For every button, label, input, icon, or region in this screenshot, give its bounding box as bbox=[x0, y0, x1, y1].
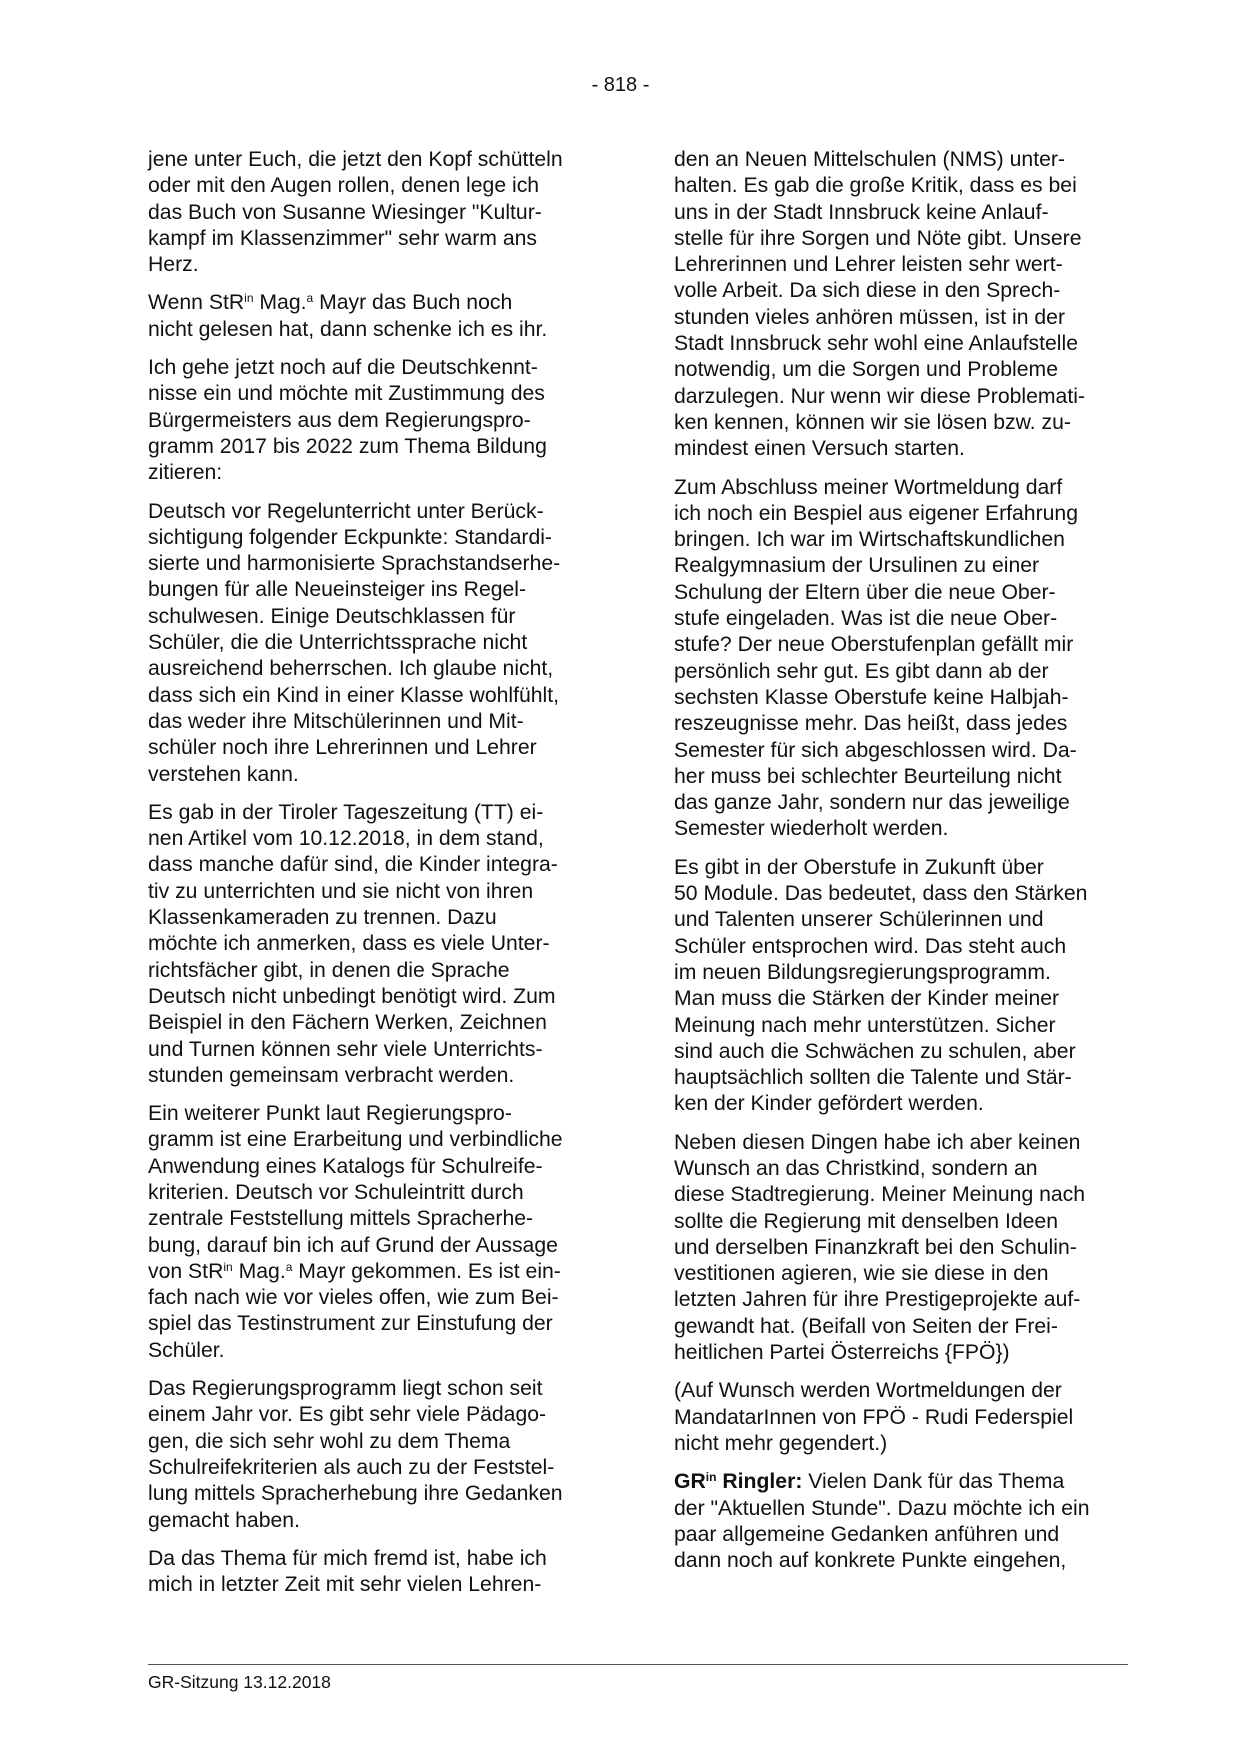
text-line: uns in der Stadt Innsbruck keine Anlauf- bbox=[674, 200, 1049, 224]
text-line: ausreichend beherrschen. Ich glaube nicht, bbox=[148, 657, 554, 681]
text-line: sechsten Klasse Oberstufe keine Halbjah- bbox=[674, 685, 1069, 709]
text-line: Schulreifekriterien als auch zu der Feststel- bbox=[148, 1455, 555, 1479]
text-line: zentrale Feststellung mittels Spracherhe- bbox=[148, 1207, 534, 1231]
text-line: Da das Thema für mich fremd ist, habe ich bbox=[148, 1546, 547, 1570]
left-column bbox=[148, 147, 600, 1610]
text-line: Lehrerinnen und Lehrer leisten sehr wert- bbox=[674, 253, 1063, 277]
text-line: Schulung der Eltern über die neue Ober- bbox=[674, 580, 1056, 604]
paragraph bbox=[148, 1376, 600, 1534]
footer-session-date: GR-Sitzung 13.12.2018 bbox=[148, 1672, 331, 1692]
text-line: lung mittels Spracherhebung ihre Gedanken bbox=[148, 1482, 563, 1506]
text-line: das Buch von Susanne Wiesinger "Kultur- bbox=[148, 200, 542, 224]
text-line: sichtigung folgender Eckpunkte: Standardi- bbox=[148, 525, 552, 549]
paragraph-note bbox=[674, 1378, 1126, 1457]
text-line: kriterien. Deutsch vor Schuleintritt durch bbox=[148, 1180, 524, 1204]
text-line: stelle für ihre Sorgen und Nöte gibt. Unsere bbox=[674, 226, 1082, 250]
text-line: dann noch auf konkrete Punkte eingehen, bbox=[674, 1549, 1067, 1573]
text-line: Herz. bbox=[148, 253, 199, 277]
text-line: Stadt Innsbruck sehr wohl eine Anlaufstelle bbox=[674, 332, 1078, 356]
text-line: einem Jahr vor. Es gibt sehr viele Pädago- bbox=[148, 1403, 547, 1427]
text-line: verstehen kann. bbox=[148, 762, 299, 786]
paragraph bbox=[674, 855, 1126, 1118]
text-line: dass manche dafür sind, die Kinder integra- bbox=[148, 853, 558, 877]
text-line: und derselben Finanzkraft bei den Schulin- bbox=[674, 1235, 1077, 1259]
text-line: notwendig, um die Sorgen und Probleme bbox=[674, 358, 1058, 382]
text-line: Schüler. bbox=[148, 1338, 225, 1362]
text-line: volle Arbeit. Da sich diese in den Sprech- bbox=[674, 279, 1061, 303]
text-line: ken kennen, können wir sie lösen bzw. zu- bbox=[674, 410, 1071, 434]
text-line: (Auf Wunsch werden Wortmeldungen der bbox=[674, 1379, 1062, 1403]
text-line: MandatarInnen von FPÖ - Rudi Federspiel bbox=[674, 1405, 1074, 1429]
text-line: gemacht haben. bbox=[148, 1508, 300, 1532]
text-line: letzten Jahren für ihre Prestigeprojekte auf- bbox=[674, 1288, 1081, 1312]
text-line: sind auch die Schwächen zu schulen, aber bbox=[674, 1039, 1076, 1063]
text-line: gen, die sich sehr wohl zu dem Thema bbox=[148, 1429, 511, 1453]
text-line: im neuen Bildungsregierungsprogramm. bbox=[674, 960, 1051, 984]
text-line: den an Neuen Mittelschulen (NMS) unter- bbox=[674, 148, 1065, 171]
paragraph-schulreife: Ein weiterer Punkt laut Regierungspro- gramm ist eine Erarbeitung und verbindliche Anwendung eines Katalogs für Schulreife- kriterien. Deutsch vor Schuleintritt durch zentrale Feststellung mittels Spracherhe- bung, darauf bin ich auf Grund der Aussage von StR$^{in}$ Mag.$^a$ Mayr gekommen. Es ist ein- fach nach wie vor vieles offen, wie zum Bei- spiel das Testinstrument zur Einstufung der Schüler. bbox=[148, 1102, 563, 1362]
text-line: her muss bei schlechter Beurteilung nicht bbox=[674, 764, 1062, 788]
text-line: Neben diesen Dingen habe ich aber keinen bbox=[674, 1130, 1081, 1154]
text-line: Realgymnasium der Ursulinen zu einer bbox=[674, 554, 1040, 578]
text-line: nicht mehr gegendert.) bbox=[674, 1431, 888, 1455]
text-line: stufe eingeladen. Was ist die neue Ober- bbox=[674, 607, 1058, 631]
text-line: bringen. Ich war im Wirtschaftskundlichen bbox=[674, 528, 1065, 552]
text-line: nen Artikel vom 10.12.2018, in dem stand, bbox=[148, 827, 544, 851]
text-line: das weder ihre Mitschülerinnen und Mit- bbox=[148, 709, 524, 733]
text-line: Deutsch vor Regelunterricht unter Berück- bbox=[148, 499, 544, 523]
text-line: vestitionen agieren, wie sie diese in den bbox=[674, 1262, 1049, 1286]
text-line: Klassenkameraden zu trennen. Dazu bbox=[148, 906, 497, 930]
text-line: darzulegen. Nur wenn wir diese Problemati- bbox=[674, 384, 1085, 408]
text-line: Das Regierungsprogramm liegt schon seit bbox=[148, 1377, 543, 1401]
text-line: stunden vieles anhören müssen, ist in der bbox=[674, 305, 1066, 329]
text-line: Deutsch nicht unbedingt benötigt wird. Zum bbox=[148, 984, 556, 1008]
text-line: tiv zu unterrichten und sie nicht von ihren bbox=[148, 879, 534, 903]
text-line: Semester für sich abgeschlossen wird. Da- bbox=[674, 738, 1077, 762]
text-line: Meinung nach mehr unterstützen. Sicher bbox=[674, 1013, 1056, 1037]
footer-divider bbox=[148, 1664, 1128, 1665]
text-line: heitlichen Partei Österreichs {FPÖ}) bbox=[674, 1341, 1010, 1365]
text-line: und Turnen können sehr viele Unterrichts- bbox=[148, 1037, 543, 1061]
text-line: ich noch ein Bespiel aus eigener Erfahrung bbox=[674, 501, 1079, 525]
text-line: Beispiel in den Fächern Werken, Zeichnen bbox=[148, 1011, 547, 1035]
paragraph bbox=[148, 147, 600, 278]
text-line: mindest einen Versuch starten. bbox=[674, 437, 965, 461]
text-line: stunden gemeinsam verbracht werden. bbox=[148, 1063, 515, 1087]
text-line: mich in letzter Zeit mit sehr vielen Lehren- bbox=[148, 1573, 542, 1597]
text-line: Ich gehe jetzt noch auf die Deutschkennt- bbox=[148, 356, 538, 380]
text-line: sollte die Regierung mit denselben Ideen bbox=[674, 1209, 1058, 1233]
text-line: Zum Abschluss meiner Wortmeldung darf bbox=[674, 475, 1063, 499]
text-line: Wunsch an das Christkind, sondern an bbox=[674, 1156, 1038, 1180]
paragraph bbox=[674, 147, 1126, 463]
text-line: und Talenten unserer Schülerinnen und bbox=[674, 908, 1044, 932]
text-line: zitieren: bbox=[148, 461, 223, 485]
paragraph bbox=[148, 355, 600, 486]
text-line: Ein weiterer Punkt laut Regierungspro- bbox=[148, 1102, 512, 1126]
text-line: richtsfächer gibt, in denen die Sprache bbox=[148, 958, 510, 982]
text-line: 50 Module. Das bedeutet, dass den Stärken bbox=[674, 882, 1088, 906]
paragraph bbox=[148, 1546, 600, 1599]
text-line: Schüler entsprochen wird. Das steht auch bbox=[674, 934, 1067, 958]
text-line: Es gibt in der Oberstufe in Zukunft über bbox=[674, 855, 1044, 879]
text-line: ken der Kinder gefördert werden. bbox=[674, 1092, 984, 1116]
text-line: Bürgermeisters aus dem Regierungspro- bbox=[148, 408, 531, 432]
text-line: Anwendung eines Katalogs für Schulreife- bbox=[148, 1154, 543, 1178]
text-line: der "Aktuellen Stunde". Dazu möchte ich ein bbox=[674, 1496, 1090, 1520]
text-line: gewandt hat. (Beifall von Seiten der Frei- bbox=[674, 1314, 1058, 1338]
text-line: persönlich sehr gut. Es gibt dann ab der bbox=[674, 659, 1049, 683]
text-line: stufe? Der neue Oberstufenplan gefällt mir bbox=[674, 633, 1074, 657]
text-line: schulwesen. Einige Deutschklassen für bbox=[148, 604, 516, 628]
text-line: dass sich ein Kind in einer Klasse wohlfühlt, bbox=[148, 683, 560, 707]
paragraph bbox=[148, 800, 600, 1089]
text-line: Schüler, die die Unterrichtssprache nicht bbox=[148, 631, 528, 655]
text-line: kampf im Klassenzimmer" sehr warm ans bbox=[148, 226, 537, 250]
text-line: fach nach wie vor vieles offen, wie zum Bei- bbox=[148, 1286, 559, 1310]
text-line: halten. Es gab die große Kritik, dass es bei bbox=[674, 174, 1077, 198]
text-line: sierte und harmonisierte Sprachstandserhe- bbox=[148, 552, 561, 576]
text-line: hauptsächlich sollten die Talente und Stär- bbox=[674, 1066, 1072, 1090]
speaker-name: $GR^{in}$ Ringler: bbox=[674, 1470, 803, 1494]
text-line: Semester wiederholt werden. bbox=[674, 817, 949, 841]
paragraph bbox=[148, 499, 600, 788]
text-line: das ganze Jahr, sondern nur das jeweilige bbox=[674, 791, 1070, 815]
text-line: bung, darauf bin ich auf Grund der Aussage bbox=[148, 1233, 558, 1257]
text-line: nisse ein und möchte mit Zustimmung des bbox=[148, 382, 545, 406]
text-line: oder mit den Augen rollen, denen lege ich bbox=[148, 174, 540, 198]
text-line: reszeugnisse mehr. Das heißt, dass jedes bbox=[674, 712, 1068, 736]
text-line: diese Stadtregierung. Meiner Meinung nach bbox=[674, 1183, 1086, 1207]
paragraph bbox=[674, 1130, 1126, 1367]
right-column bbox=[674, 147, 1126, 1586]
text-line: möchte ich anmerken, dass es viele Unter- bbox=[148, 932, 550, 956]
paragraph bbox=[674, 475, 1126, 843]
page-number: - 818 - bbox=[591, 74, 650, 96]
text-line: jene unter Euch, die jetzt den Kopf schütteln bbox=[148, 148, 563, 171]
text-line: Es gab in der Tiroler Tageszeitung (TT) ei- bbox=[148, 800, 544, 824]
text-line: schüler noch ihre Lehrerinnen und Lehrer bbox=[148, 736, 537, 760]
paragraph-ringler: $GR^{in}$ Ringler: Vielen Dank für das Thema der "Aktuellen Stunde". Dazu möchte ich ein paar allgemeine Gedanken anführen und dann noch auf konkrete Punkte eingehen, bbox=[674, 1470, 1090, 1573]
text-line: gramm ist eine Erarbeitung und verbindliche bbox=[148, 1128, 563, 1152]
text-line: paar allgemeine Gedanken anführen und bbox=[674, 1522, 1060, 1546]
text-line: Man muss die Stärken der Kinder meiner bbox=[674, 987, 1060, 1011]
text-line: spiel das Testinstrument zur Einstufung der bbox=[148, 1312, 553, 1336]
text-line: gramm 2017 bis 2022 zum Thema Bildung bbox=[148, 434, 547, 458]
paragraph-mayr-book: Wenn StR$^{in}$ Mag.$^a$ Mayr das Buch noch nicht gelesen hat, dann schenke ich es ihr. bbox=[148, 291, 548, 341]
text-line: bungen für alle Neueinsteiger ins Regel- bbox=[148, 578, 527, 602]
